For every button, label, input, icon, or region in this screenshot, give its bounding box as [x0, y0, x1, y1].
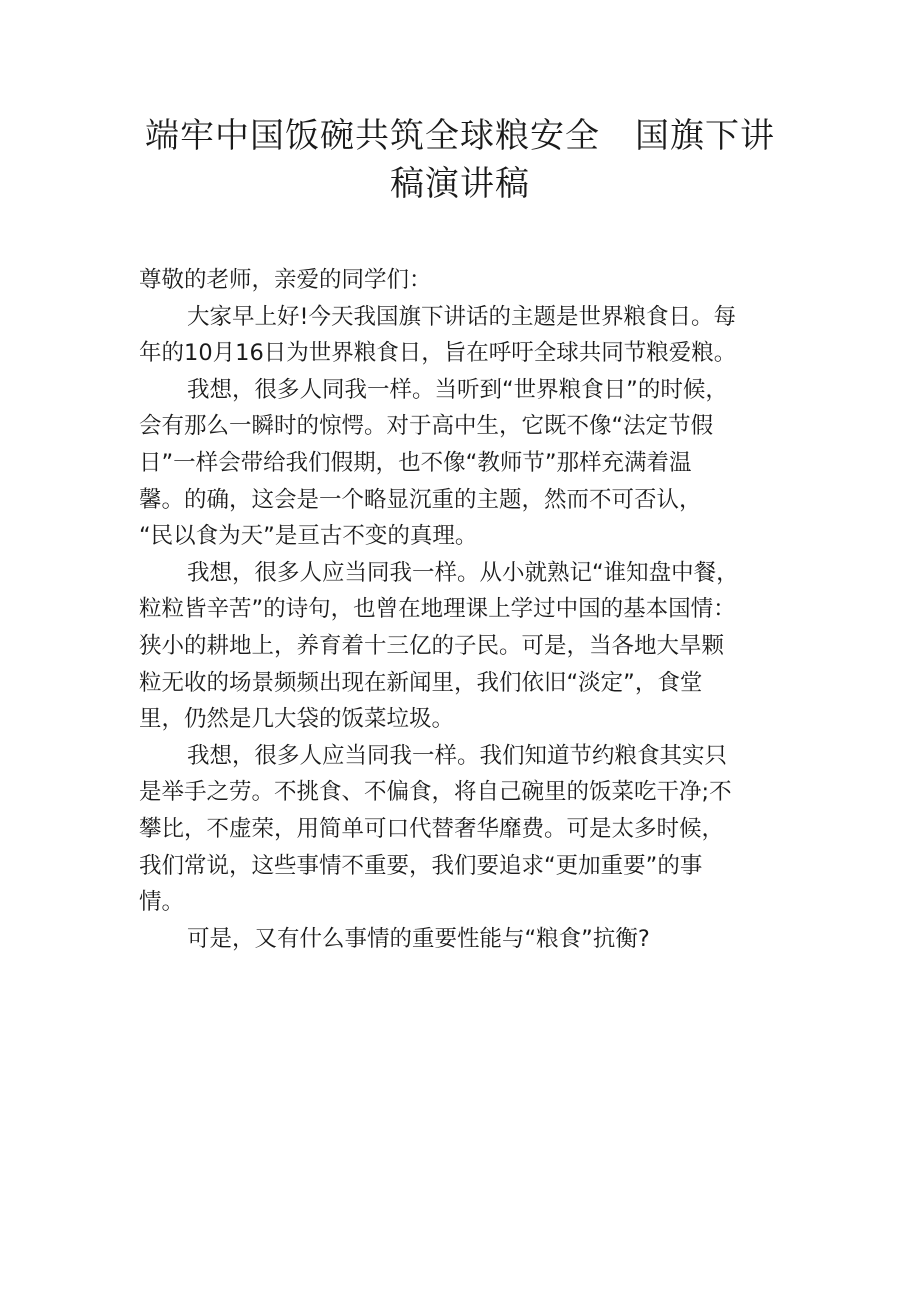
body-text-line: 里，仍然是几大袋的饭菜垃圾。 [139, 706, 455, 733]
body-text-line: 大家早上好!今天我国旗下讲话的主题是世界粮食日。每 [187, 303, 737, 330]
document-title [120, 112, 800, 208]
title-line-1: 端牢中国饭碗共筑全球粮安全 国旗下讲 [145, 116, 775, 156]
body-text-line: 攀比，不虚荣，用简单可口代替奢华靡费。可是太多时候， [139, 815, 725, 842]
body-text-line: 粒粒皆辛苦”的诗句，也曾在地理课上学过中国的基本国情： [139, 596, 736, 623]
body-text-line: 是举手之劳。不挑食、不偏食，将自己碗里的饭菜吃干净;不 [139, 779, 732, 806]
body-text-line: 情。 [139, 889, 185, 916]
title-line-2: 稿演讲稿 [390, 164, 530, 204]
body-text-line: 馨。的确，这会是一个略显沉重的主题，然而不可否认， [139, 486, 702, 513]
body-text-line: “民以食为天”是亘古不变的真理。 [139, 523, 478, 550]
body-text-line: 我想，很多人同我一样。当听到“世界粮食日”的时候， [187, 376, 728, 403]
body-text-line: 会有那么一瞬时的惊愕。对于高中生，它既不像“法定节假 [139, 413, 714, 440]
body-text-line: 尊敬的老师，亲爱的同学们： [139, 267, 432, 293]
body-text-line: 狭小的耕地上，养育着十三亿的子民。可是，当各地大旱颗 [139, 632, 725, 659]
body-text-line: 粒无收的场景频频出现在新闻里，我们依旧“淡定”，食堂 [139, 669, 703, 696]
body-text-line: 我想，很多人应当同我一样。我们知道节约粮食其实只 [187, 742, 728, 769]
document-body [139, 262, 809, 957]
body-text-line: 日”一样会带给我们假期，也不像“教师节”那样充满着温 [139, 449, 692, 476]
body-text-line: 可是，又有什么事情的重要性能与“粮食”抗衡? [187, 925, 650, 952]
body-text-line: 年的10月16日为世界粮食日，旨在呼吁全球共同节粮爱粮。 [139, 340, 737, 367]
body-text-line: 我们常说，这些事情不重要，我们要追求“更加重要”的事 [139, 852, 703, 879]
body-text-line: 我想，很多人应当同我一样。从小就熟记“谁知盘中餐， [187, 559, 739, 586]
